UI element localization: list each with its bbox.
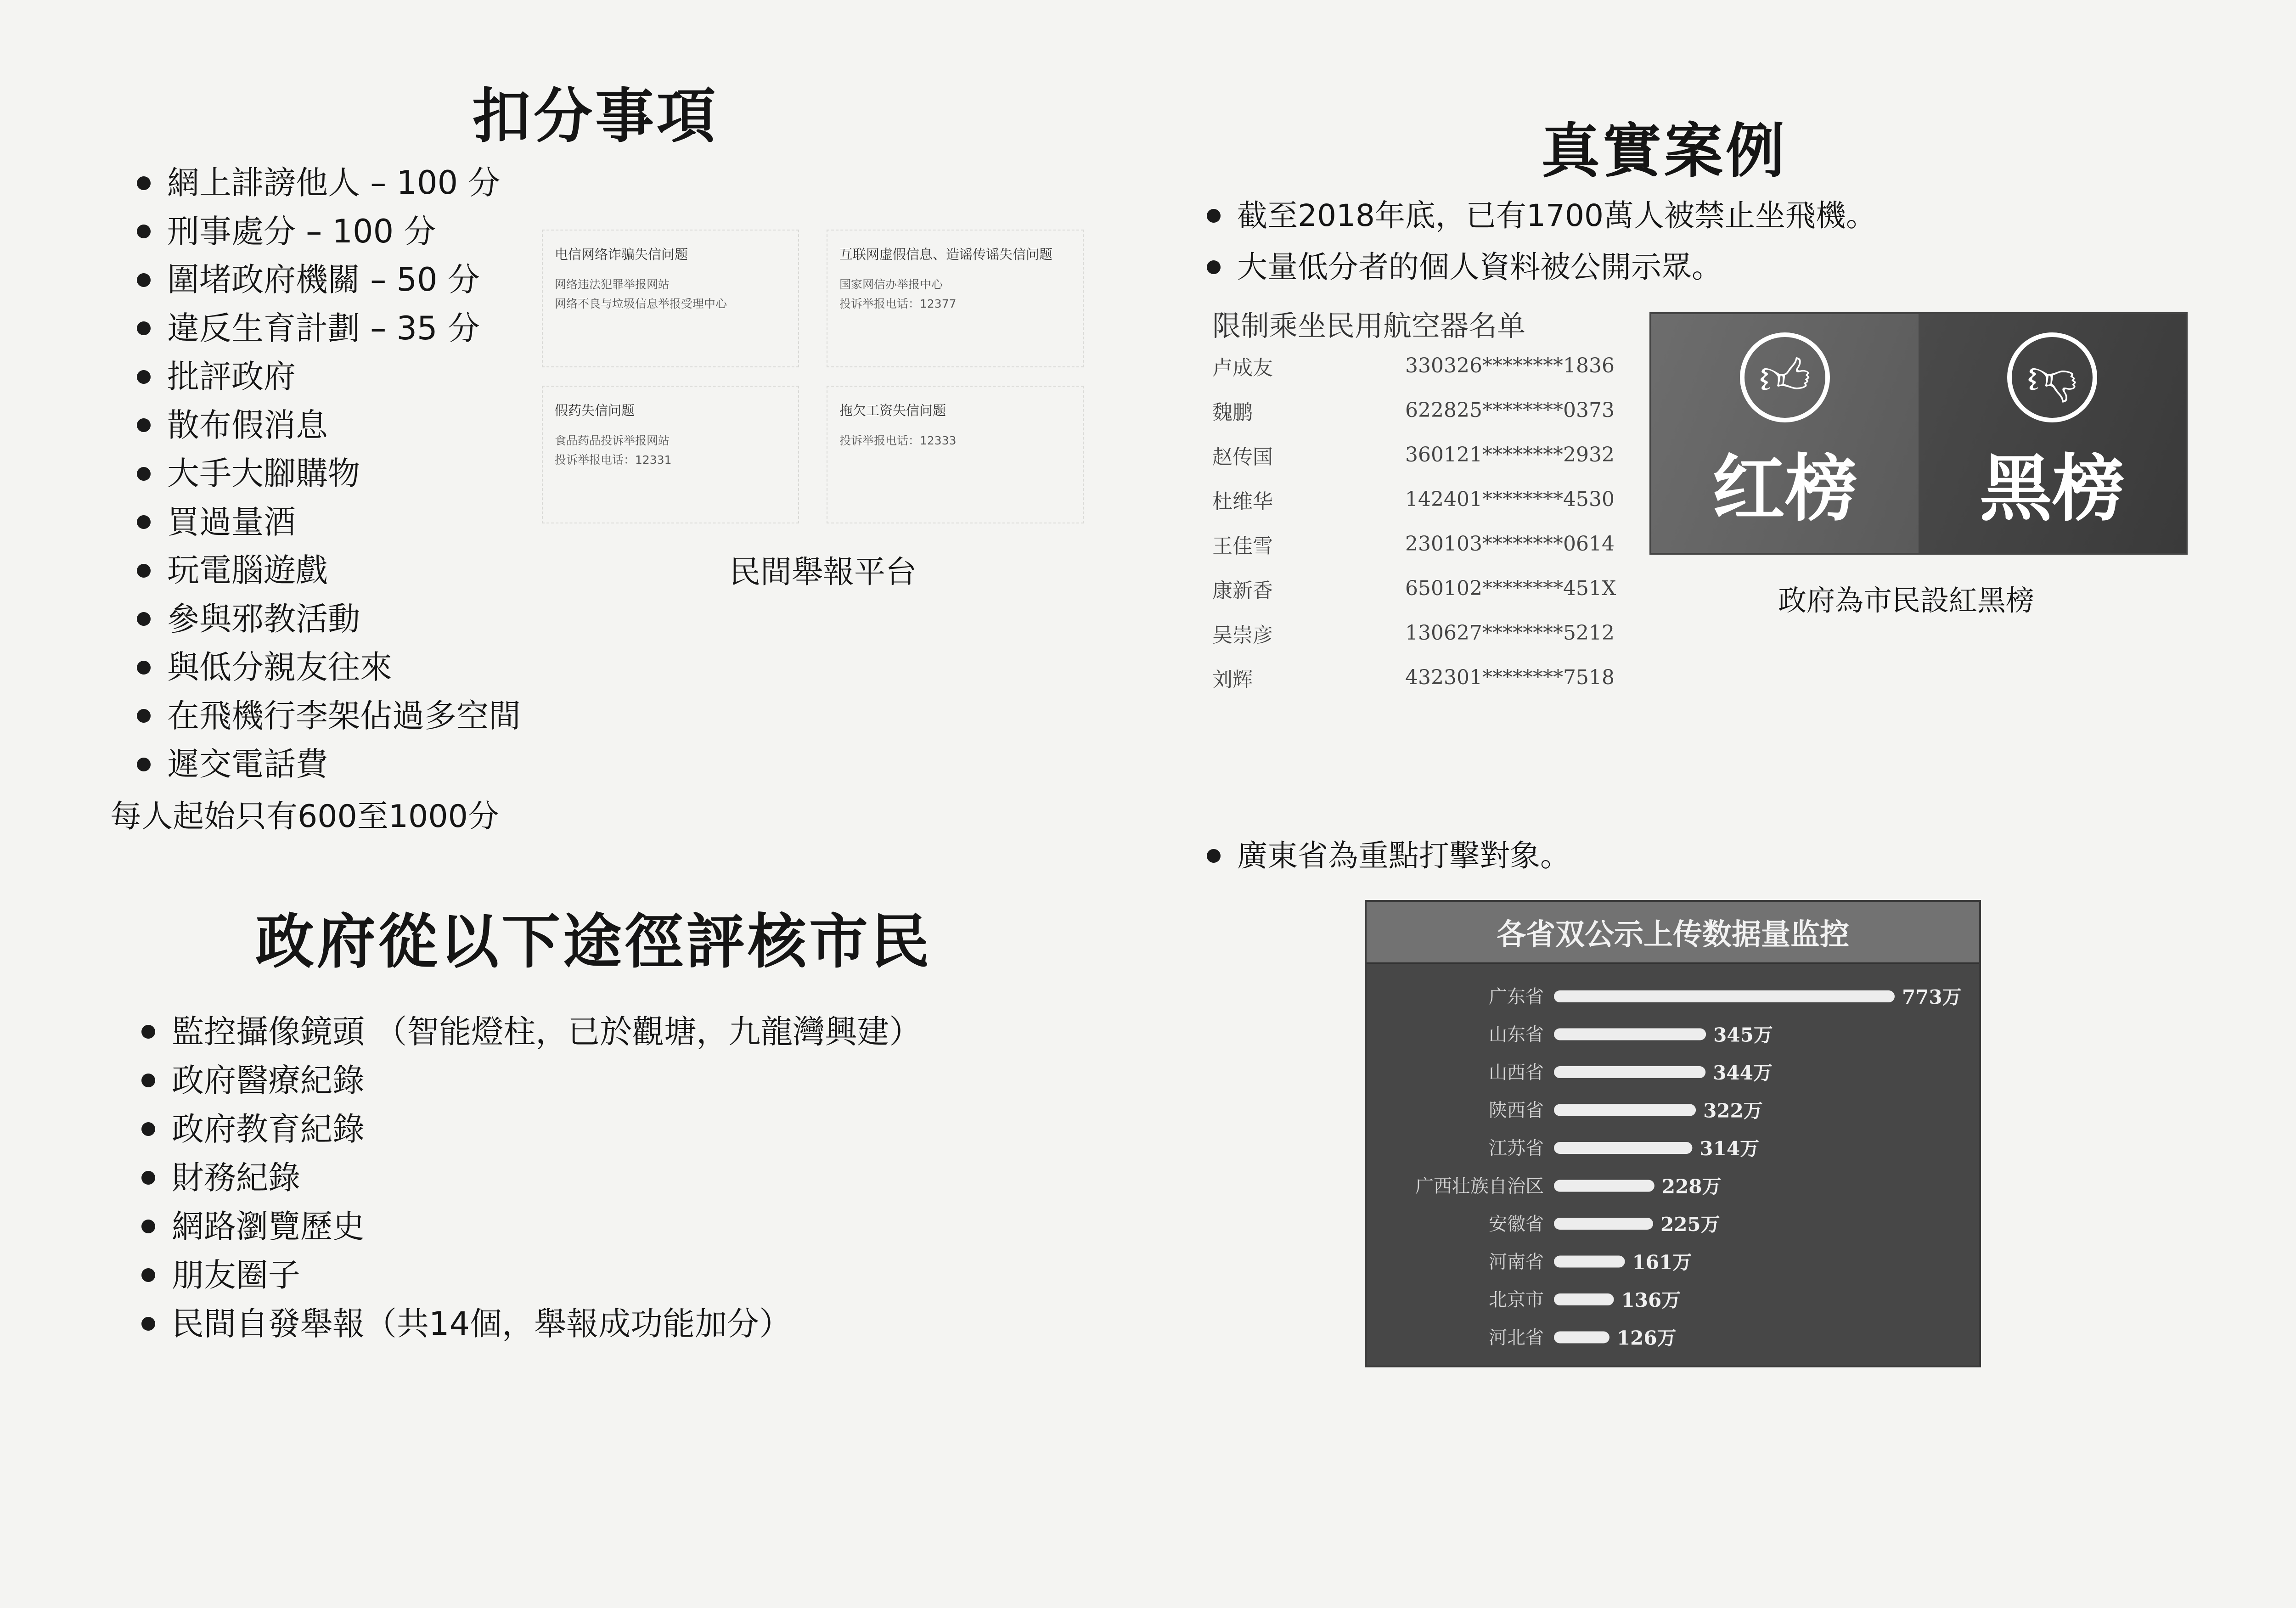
passenger-id: 330326********1836: [1405, 354, 1615, 377]
list-item: 遲交電話費: [133, 740, 521, 789]
list-item: 網路瀏覽歷史: [138, 1202, 921, 1251]
report-card-line: 网络不良与垃圾信息举报受理中心: [555, 297, 727, 310]
bar-value-label: 344万: [1713, 1062, 1773, 1084]
list-item: 圍堵政府機關 – 50 分: [133, 256, 521, 304]
passenger-name: 刘辉: [1212, 668, 1253, 692]
list-item: 民間自發舉報（共14個，舉報成功能加分）: [138, 1299, 921, 1348]
list-item: 政府醫療紀錄: [138, 1056, 921, 1105]
bar-category-label: 山西省: [1489, 1062, 1544, 1083]
bar-category-label: 江苏省: [1489, 1138, 1544, 1159]
bar-category-label: 陕西省: [1489, 1100, 1544, 1121]
restricted-list-table: [1212, 343, 1616, 700]
report-card: [827, 230, 1084, 367]
list-item: 與低分親友往來: [133, 643, 521, 692]
red-black-list-banner: [1649, 312, 2188, 555]
bar: [1554, 1104, 1696, 1116]
bar-category-label: 北京市: [1489, 1289, 1544, 1310]
bar: [1554, 1218, 1653, 1230]
guangdong-note: [1203, 830, 1570, 882]
bar: [1554, 1256, 1625, 1268]
red-list-panel: [1651, 314, 1919, 553]
passenger-name: 魏鹏: [1212, 400, 1253, 424]
bar-value-label: 136万: [1621, 1289, 1681, 1311]
list-item: 刑事處分 – 100 分: [133, 208, 521, 256]
list-item: 在飛機行李架佔過多空間: [133, 692, 521, 741]
list-item: 截至2018年底，已有1700萬人被禁止坐飛機。: [1203, 190, 1876, 242]
bar: [1554, 1180, 1654, 1192]
list-item: 大手大腳購物: [133, 450, 521, 498]
thumbs-down-icon: 👎︎: [2007, 332, 2097, 422]
report-card-line: 投诉举报电话：12377: [839, 297, 957, 310]
chart-title: 各省双公示上传数据量监控: [1367, 902, 1979, 964]
passenger-id: 360121********2932: [1405, 443, 1615, 467]
report-card-line: 投诉举报电话：12331: [555, 453, 672, 467]
bar-category-label: 河北省: [1489, 1327, 1544, 1349]
list-item: 參與邪教活動: [133, 595, 521, 644]
report-card: [542, 386, 799, 523]
report-card-line: 网络违法犯罪举报网站: [555, 278, 670, 291]
table-row: [1212, 611, 1616, 655]
list-item: 批評政府: [133, 353, 521, 401]
bar: [1554, 1293, 1614, 1305]
passenger-id: 650102********451X: [1405, 577, 1616, 600]
list-item: 廣東省為重點打擊對象。: [1203, 830, 1570, 882]
restricted-list-title: 限制乘坐民用航空器名单: [1212, 309, 1526, 343]
province-upload-chart: [1365, 900, 1981, 1367]
real-cases-list: [1203, 190, 1876, 293]
list-item: 財務紀錄: [138, 1153, 921, 1202]
list-item: 違反生育計劃 – 35 分: [133, 304, 521, 353]
report-card-line: 投诉举报电话：12333: [839, 434, 957, 447]
passenger-name: 王佳雪: [1212, 534, 1273, 558]
black-list-label: 黑榜: [1980, 446, 2125, 531]
passenger-name: 康新香: [1212, 579, 1273, 602]
bar-category-label: 安徽省: [1489, 1214, 1544, 1235]
thumbs-up-icon: 👍︎: [1740, 332, 1830, 422]
passenger-id: 622825********0373: [1405, 399, 1615, 422]
list-item: 監控攝像鏡頭 （智能燈柱，已於觀塘，九龍灣興建）: [138, 1007, 921, 1056]
table-row: [1212, 343, 1616, 388]
report-card-title: 拖欠工资失信问题: [839, 403, 946, 418]
table-row: [1212, 388, 1616, 433]
deduction-title: 扣分事項: [472, 82, 719, 151]
passenger-name: 杜维华: [1212, 489, 1273, 513]
passenger-id: 130627********5212: [1405, 621, 1615, 645]
bar-category-label: 广西壮族自治区: [1415, 1175, 1544, 1197]
list-item: 散布假消息: [133, 401, 521, 450]
list-item: 政府教育紀錄: [138, 1105, 921, 1153]
bar: [1554, 1066, 1705, 1078]
report-card-title: 互联网虚假信息、造谣传谣失信问题: [839, 247, 1053, 262]
table-row: [1212, 655, 1616, 700]
passenger-id: 142401********4530: [1405, 488, 1615, 511]
report-card: [542, 230, 799, 367]
bar-category-label: 山东省: [1489, 1024, 1544, 1046]
starting-score-note: 每人起始只有600至1000分: [110, 798, 499, 835]
list-item: 買過量酒: [133, 498, 521, 547]
bar-value-label: 228万: [1661, 1175, 1722, 1198]
table-row: [1212, 566, 1616, 611]
passenger-id: 432301********7518: [1405, 666, 1615, 689]
report-card-line: 国家网信办举报中心: [839, 278, 943, 291]
list-item: 朋友圈子: [138, 1251, 921, 1299]
bar: [1554, 1029, 1706, 1040]
bar-value-label: 161万: [1632, 1251, 1692, 1274]
bar-value-label: 126万: [1616, 1327, 1677, 1349]
bar-value-label: 322万: [1703, 1099, 1763, 1122]
list-item: 大量低分者的個人資料被公開示眾。: [1203, 242, 1876, 293]
report-card-title: 电信网络诈骗失信问题: [555, 247, 688, 262]
bar-category-label: 河南省: [1489, 1251, 1544, 1273]
bar-value-label: 225万: [1660, 1213, 1720, 1236]
report-card-line: 食品药品投诉举报网站: [555, 434, 670, 447]
bar: [1554, 1332, 1609, 1344]
report-card-title: 假药失信问题: [555, 403, 635, 418]
passenger-id: 230103********0614: [1405, 532, 1615, 556]
passenger-name: 卢成友: [1212, 356, 1273, 380]
table-row: [1212, 522, 1616, 566]
black-list-panel: [1919, 314, 2186, 553]
passenger-name: 赵传国: [1212, 445, 1273, 469]
table-row: [1212, 477, 1616, 522]
bar: [1554, 1142, 1692, 1154]
bar-category-label: 广东省: [1489, 986, 1544, 1007]
list-item: 網上誹謗他人 – 100 分: [133, 159, 521, 208]
chart-plot: [1367, 964, 1979, 1366]
report-platform-caption: 民間舉報平台: [729, 554, 917, 590]
bar-value-label: 345万: [1713, 1023, 1773, 1046]
assessment-title: 政府從以下途徑評核市民: [255, 908, 933, 976]
bar-value-label: 314万: [1699, 1137, 1760, 1160]
red-list-label: 红榜: [1712, 446, 1857, 531]
bar-value-label: 773万: [1902, 986, 1962, 1008]
real-cases-title: 真實案例: [1541, 117, 1788, 186]
assessment-list: [138, 1007, 921, 1348]
passenger-name: 吴崇彦: [1212, 623, 1273, 647]
report-platform-cards: [542, 230, 1084, 523]
list-item: 玩電腦遊戲: [133, 546, 521, 595]
banner-caption: 政府為市民設紅黑榜: [1778, 584, 2035, 617]
bar: [1554, 990, 1895, 1002]
deduction-list: [133, 159, 521, 789]
table-row: [1212, 433, 1616, 477]
report-card: [827, 386, 1084, 523]
